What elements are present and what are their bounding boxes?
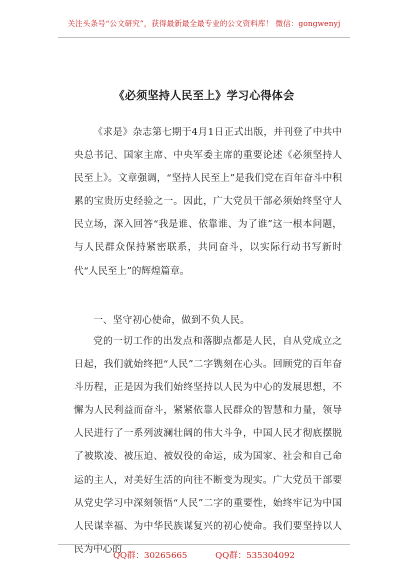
paragraph-intro: 《求是》杂志第七期于4月1日正式出版，并刊登了中共中央总书记、国家主席、中央军委主席的重要论述《必须坚持人民至上》。文章强调，“坚持人民至上”是我们党在百年奋斗中积累的宝贵历史经验之一。因此，广大党员干部必须始终坚守人民立场，深入回答“我是谁、依靠谁、为了谁”这一根本问题，与人民群众保持紧密联系，共同奋斗，以实际行动书写新时代“人民至上”的辉煌篇章。 — [74, 127, 342, 277]
header-note: 关注头条号“公文研究”，获得最新最全最专业的公文资料库！ 微信：gongwenyj — [67, 19, 341, 28]
header-divider — [58, 37, 350, 38]
footer-qq-group-1: QQ群：30265665 — [113, 551, 188, 561]
footer-qq-group-2: QQ群：535304092 — [215, 551, 295, 561]
section-heading-1: 一、坚守初心使命，做到不负人民。 — [93, 315, 250, 326]
footer-note — [0, 549, 408, 561]
document-title: 《必须坚持人民至上》学习心得体会 — [113, 89, 295, 102]
footer-divider — [58, 544, 350, 545]
paragraph-section-1: 党的一切工作的出发点和落脚点都是人民，自从党成立之日起，我们就始终把“人民”二字镌刻在心头。回顾党的百年奋斗历程，正是因为我们始终坚持以人民为中心的发展思想，不懈为人民利益而奋斗，紧紧依靠人民群众的智慧和力量，领导人民进行了一系列波澜壮阔的伟大斗争，中国人民才彻底摆脱了被欺凌、被压迫、被奴役的命运，成为国家、社会和自己命运的主人，对美好生活的向往不断变为现实。广大党员干部要从党史学习中深刻领悟“人民”二字的重要性，始终牢记为中国人民谋幸福、为中华民族谋复兴的初心使命。我们要坚持以人民为中心的 — [74, 336, 342, 555]
